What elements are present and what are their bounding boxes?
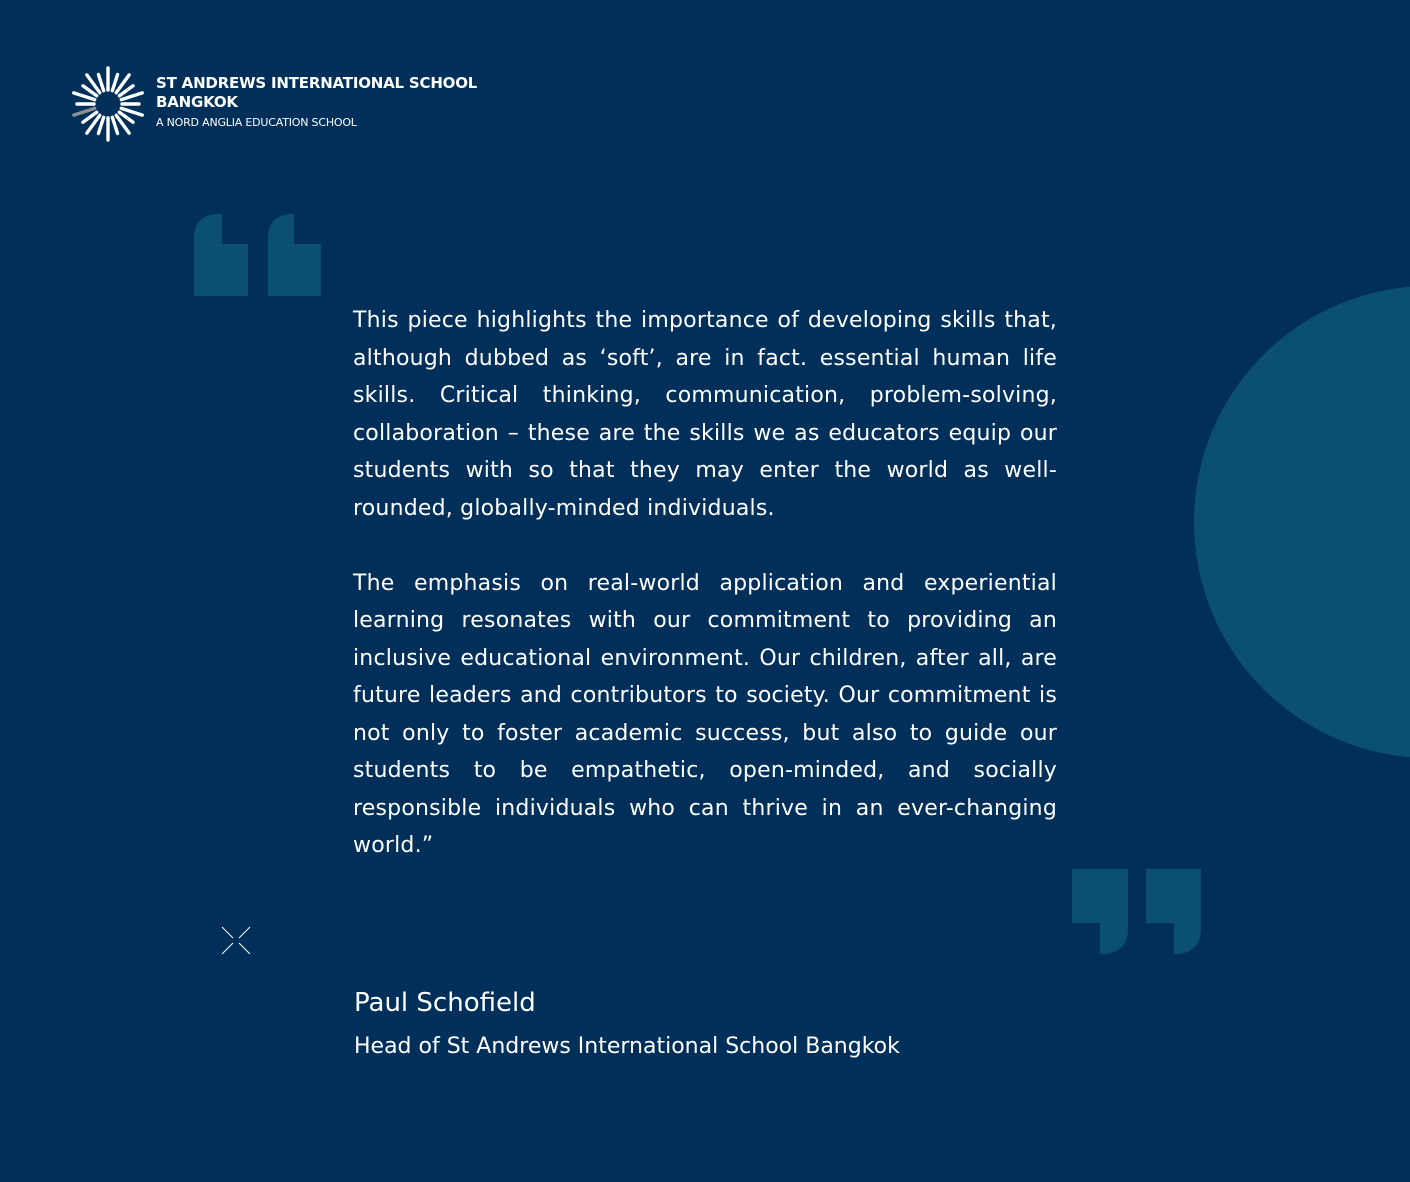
cross-ornament-icon	[221, 926, 251, 955]
close-quote-icon	[1071, 869, 1202, 954]
quote-paragraph-2: The emphasis on real-world application and experiential learning resonates with our commitment to providing an inclusive educational environment. Our children, after all, are future leaders and contributors to society. Our commitment is not only to foster academic success, but also to guide our students to be empathetic, open-minded, and socially responsible individuals who can thrive in an ever-changing world.”	[353, 570, 1057, 858]
decorative-circle	[1194, 286, 1410, 758]
quote-paragraph-1: This piece highlights the importance of developing skills that, although dubbed as ‘soft’, are in fact. essential human life skills. Critical thinking, communication, problem-solving, collaboration – these are the skills we as educators equip our students with so that they may enter the world as well-rounded, globally-minded individuals.	[353, 308, 1057, 521]
open-quote-icon	[194, 214, 322, 296]
sunburst-logo-icon	[70, 66, 146, 142]
logo-tagline: A NORD ANGLIA EDUCATION SCHOOL	[156, 116, 357, 129]
author-name: Paul Schofield	[354, 988, 536, 1018]
logo-ray	[112, 117, 117, 133]
logo-name-line2: BANGKOK	[156, 93, 238, 111]
logo-ray	[98, 117, 103, 133]
school-logo[interactable]	[70, 66, 477, 142]
logo-ray	[98, 75, 103, 91]
quote-text	[353, 302, 1057, 865]
logo-text	[156, 74, 477, 130]
author-title: Head of St Andrews International School Bangkok	[354, 1034, 900, 1059]
logo-name-line1: ST ANDREWS INTERNATIONAL SCHOOL	[156, 74, 478, 92]
logo-ray	[112, 75, 117, 91]
